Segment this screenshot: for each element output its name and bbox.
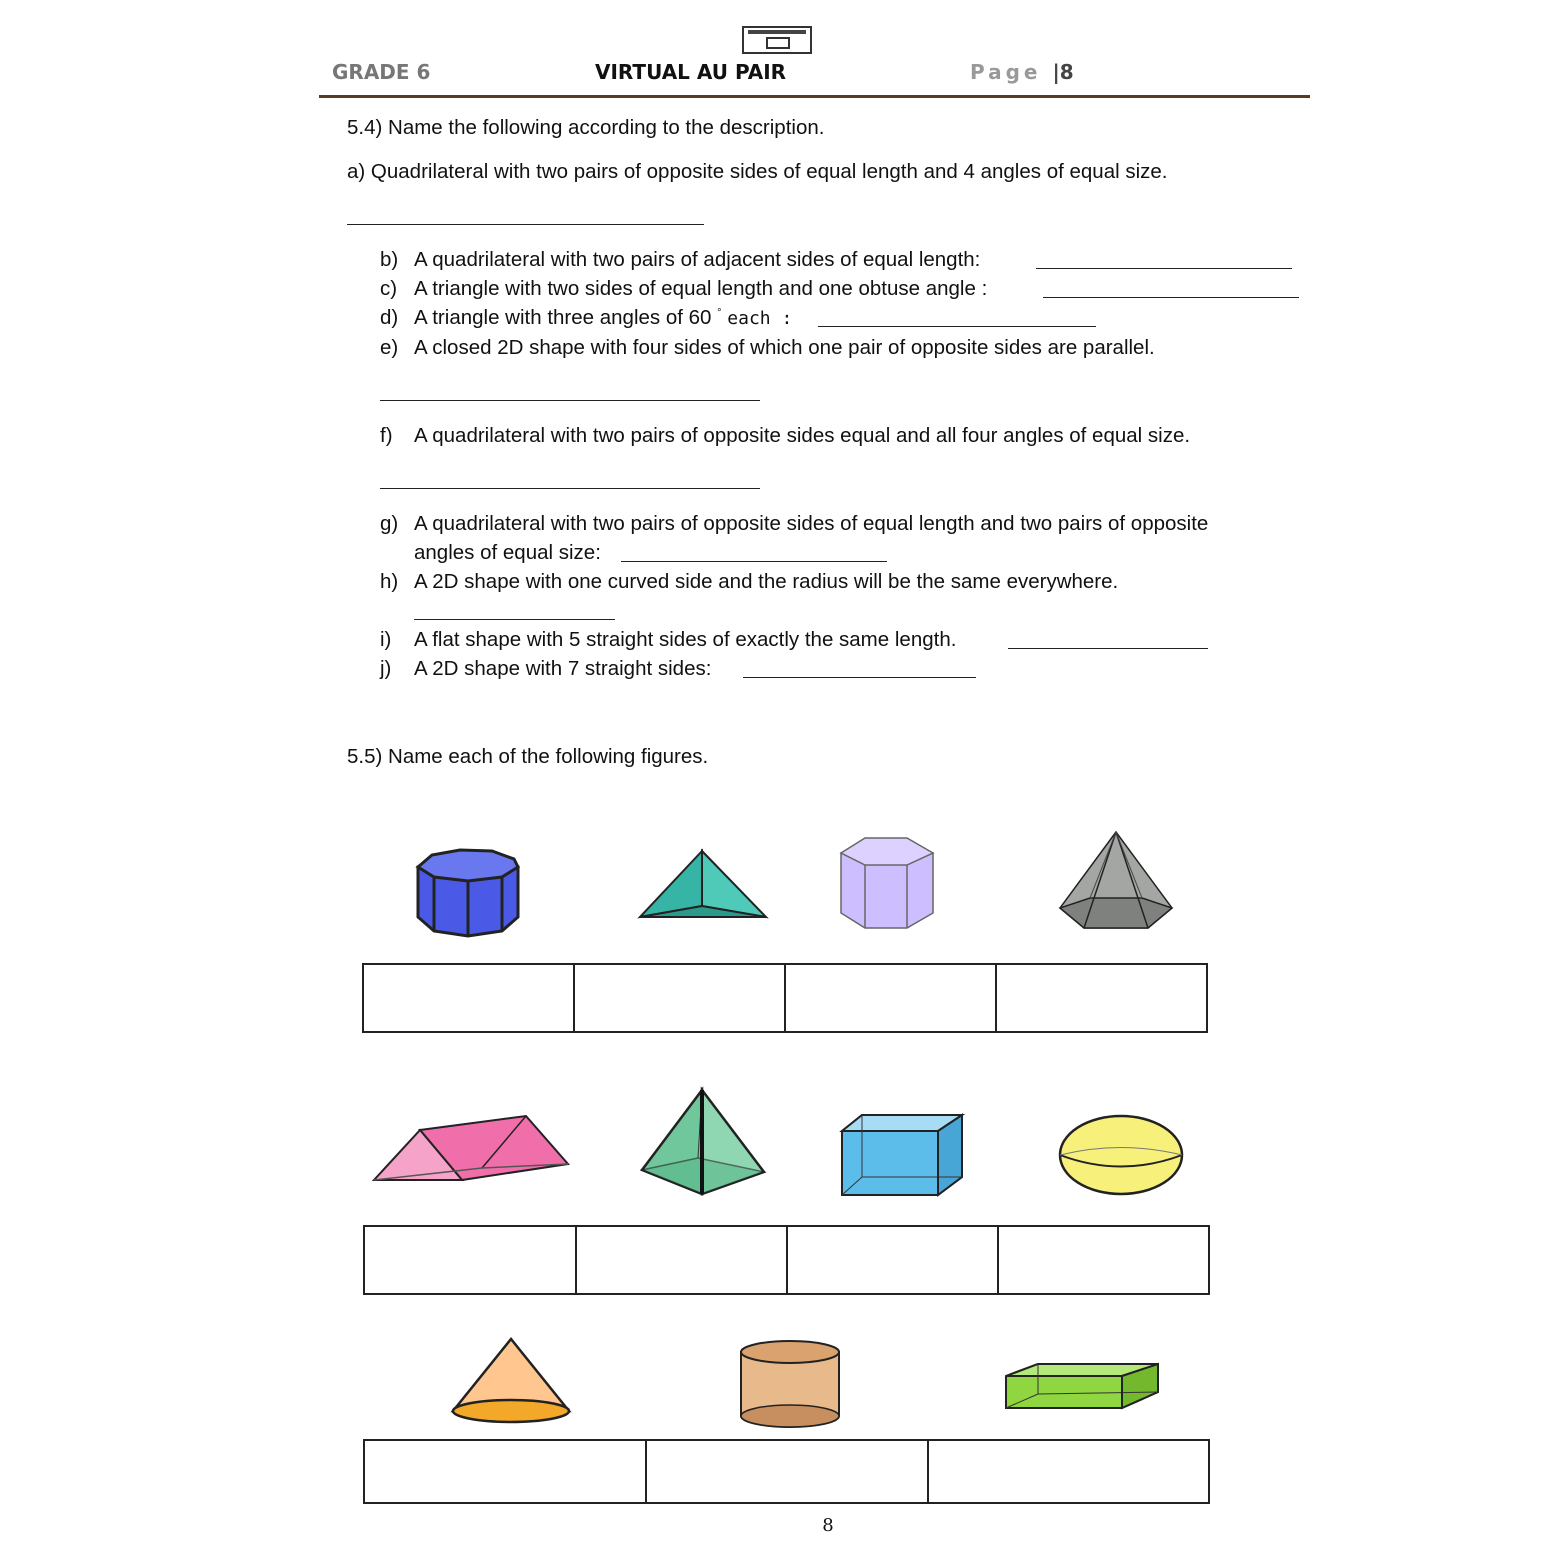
answer-line-b[interactable] (1036, 268, 1292, 269)
square-pyramid-icon (638, 1086, 768, 1198)
label-g: g) (380, 512, 399, 535)
sphere-icon (1056, 1112, 1186, 1198)
section-5-4-title: 5.4) Name the following according to the description. (347, 116, 825, 139)
logo-icon (742, 26, 812, 54)
label-d: d) (380, 306, 399, 329)
answer-line-c[interactable] (1043, 297, 1299, 298)
header-grade: GRADE 6 (332, 60, 431, 84)
question-g: A quadrilateral with two pairs of opposite sides of equal length and two pairs of opposite (414, 512, 1209, 535)
question-d: A triangle with three angles of 60 ° each : (414, 306, 793, 329)
label-j: j) (380, 657, 392, 680)
section-5-5-title: 5.5) Name each of the following figures. (347, 745, 709, 768)
answer-box-11[interactable] (927, 1439, 1210, 1504)
octagonal-prism-icon (410, 845, 528, 940)
header-divider (319, 95, 1310, 98)
label-h: h) (380, 570, 399, 593)
triangular-prism-icon (370, 1112, 572, 1186)
answer-box-10[interactable] (645, 1439, 929, 1504)
answer-line-j[interactable] (743, 677, 976, 678)
question-c: A triangle with two sides of equal length and one obtuse angle : (414, 277, 988, 300)
pentagonal-pyramid-icon (1056, 828, 1176, 932)
question-e: A closed 2D shape with four sides of which one pair of opposite sides are parallel. (414, 336, 1155, 359)
answer-box-6[interactable] (575, 1225, 788, 1295)
rectangular-prism-icon (838, 1111, 966, 1201)
answer-line-a[interactable] (347, 224, 704, 225)
label-e: e) (380, 336, 399, 359)
question-a: a) Quadrilateral with two pairs of opposite sides of equal length and 4 angles of equal size. (347, 160, 1168, 183)
answer-box-8[interactable] (997, 1225, 1210, 1295)
answer-box-4[interactable] (995, 963, 1208, 1033)
question-i: A flat shape with 5 straight sides of exactly the same length. (414, 628, 957, 651)
answer-box-7[interactable] (786, 1225, 999, 1295)
cuboid-icon (1002, 1360, 1162, 1412)
question-f: A quadrilateral with two pairs of opposite sides equal and all four angles of equal size. (414, 424, 1191, 447)
header-page: Page |8 (970, 60, 1074, 84)
label-f: f) (380, 424, 393, 447)
question-j: A 2D shape with 7 straight sides: (414, 657, 712, 680)
answer-box-5[interactable] (363, 1225, 577, 1295)
label-b: b) (380, 248, 399, 271)
answer-line-f[interactable] (380, 488, 760, 489)
label-c: c) (380, 277, 398, 300)
answer-line-e[interactable] (380, 400, 760, 401)
answer-line-h[interactable] (414, 619, 615, 620)
answer-box-9[interactable] (363, 1439, 647, 1504)
answer-line-i[interactable] (1008, 648, 1208, 649)
cone-icon (449, 1335, 573, 1427)
answer-line-g[interactable] (621, 561, 887, 562)
answer-box-1[interactable] (362, 963, 575, 1033)
answer-line-d[interactable] (818, 326, 1096, 327)
answer-box-3[interactable] (784, 963, 997, 1033)
cylinder-icon (736, 1338, 844, 1430)
page-number: 8 (822, 1515, 834, 1536)
answer-box-2[interactable] (573, 963, 786, 1033)
question-h: A 2D shape with one curved side and the radius will be the same everywhere. (414, 570, 1119, 593)
question-g-cont: angles of equal size: (414, 541, 601, 564)
label-i: i) (380, 628, 392, 651)
header-title: VIRTUAL AU PAIR (595, 60, 787, 84)
hexagonal-prism-icon (838, 835, 938, 932)
question-b: A quadrilateral with two pairs of adjacent sides of equal length: (414, 248, 981, 271)
triangular-pyramid-icon (636, 848, 770, 922)
